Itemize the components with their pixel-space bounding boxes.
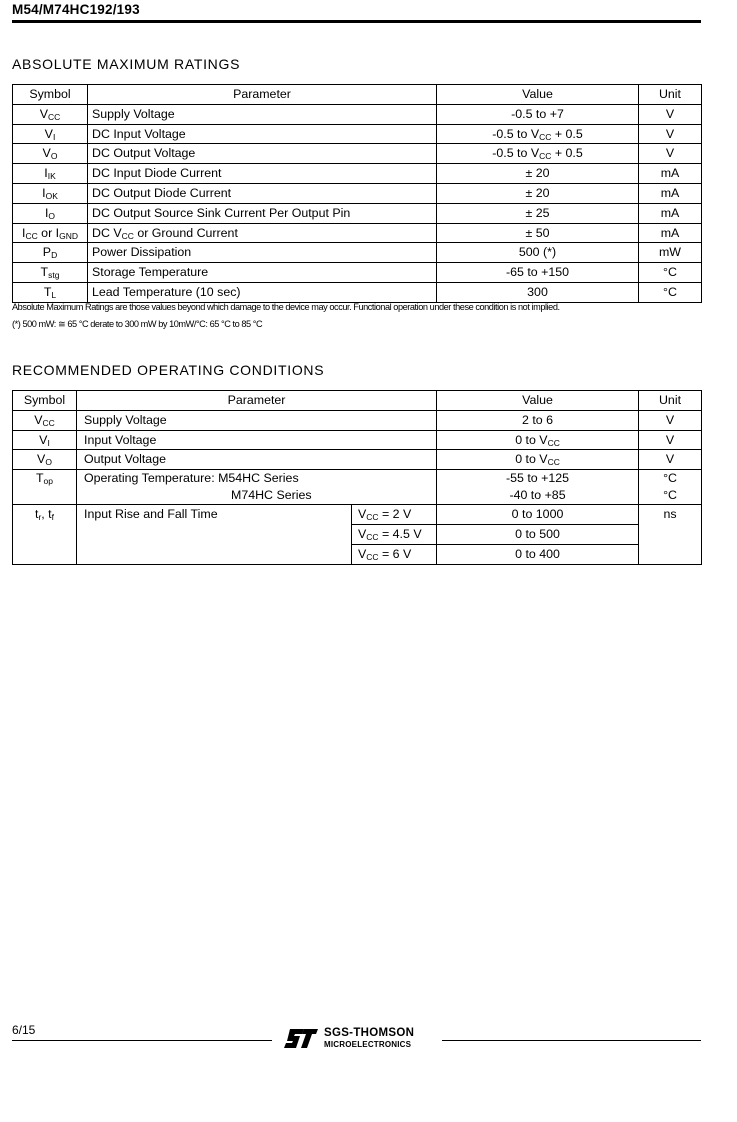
unit-cell: mA (639, 164, 702, 184)
symbol-cell: $I_O$ (13, 203, 88, 223)
value-cell: ± 25 (437, 203, 639, 223)
document-title: M54/M74HC192/193 (12, 2, 140, 17)
table-row (13, 263, 702, 283)
amr-header-row (13, 85, 702, 105)
unit-cell: ns (639, 505, 702, 564)
table-row (13, 505, 702, 525)
table-row (13, 410, 702, 430)
amr-header-unit: Unit (639, 85, 702, 105)
unit-cell: mA (639, 183, 702, 203)
unit-cell: mA (639, 223, 702, 243)
op-temp-param-line2: M74HC Series (231, 488, 312, 503)
roc-header-symbol: Symbol (13, 391, 77, 411)
roc-section-title: RECOMMENDED OPERATING CONDITIONS (12, 362, 325, 378)
unit-cell: mA (639, 203, 702, 223)
amr-footnote: Absolute Maximum Ratings are those values beyond which damage to the device may occur. Functional operation under these condition is not implied. (12, 302, 560, 312)
st-logo-icon (284, 1027, 320, 1051)
symbol-cell: $V_{CC}$ (13, 104, 88, 124)
value-cell: -0.5 to $V_{CC} + 0.5$ (437, 144, 639, 164)
table-row (13, 144, 702, 164)
value-cell: 0 to 1000 (437, 505, 639, 525)
value-cell: -0.5 to +7 (437, 104, 639, 124)
company-logo (284, 1027, 434, 1055)
amr-header-value: Value (437, 85, 639, 105)
unit-cell: °C (639, 282, 702, 302)
table-row (13, 124, 702, 144)
roc-header-row (13, 391, 702, 411)
unit-cell: mW (639, 243, 702, 263)
table-row (13, 164, 702, 184)
value-cell: 0 to 500 (437, 524, 639, 544)
condition-cell: $V_{CC} = 4.5$ V (352, 524, 437, 544)
value-cell: -0.5 to $V_{CC} + 0.5$ (437, 124, 639, 144)
value-cell (437, 470, 639, 505)
parameter-cell: Input Voltage (77, 430, 437, 450)
symbol-cell: $V_I$ (13, 124, 88, 144)
parameter-cell: Power Dissipation (88, 243, 437, 263)
value-cell: ± 20 (437, 164, 639, 184)
value-cell: -65 to +150 (437, 263, 639, 283)
unit-cell: V (639, 410, 702, 430)
logo-line1: SGS-THOMSON (324, 1027, 415, 1039)
symbol-cell: $I_{OK}$ (13, 183, 88, 203)
table-row (13, 223, 702, 243)
unit-cell: °C (639, 263, 702, 283)
op-temp-param-line1: Operating Temperature: M54HC Series (84, 471, 299, 486)
value-cell: 0 to $V_{CC}$ (437, 430, 639, 450)
value-cell: 0 to 400 (437, 544, 639, 564)
unit-cell: V (639, 450, 702, 470)
op-temp-unit-line2: °C (663, 488, 677, 503)
amr-section-title: ABSOLUTE MAXIMUM RATINGS (12, 56, 241, 72)
symbol-cell: $T_{op}$ (13, 470, 77, 505)
unit-cell: V (639, 104, 702, 124)
parameter-cell: Output Voltage (77, 450, 437, 470)
symbol-cell: $V_O$ (13, 144, 88, 164)
parameter-cell: Lead Temperature (10 sec) (88, 282, 437, 302)
header-rule (12, 20, 701, 23)
amr-header-parameter: Parameter (88, 85, 437, 105)
parameter-cell: DC Output Diode Current (88, 183, 437, 203)
op-temp-value-line2: -40 to +85 (509, 488, 566, 503)
op-temp-value-line1: -55 to +125 (505, 471, 570, 486)
symbol-cell: $T_{stg}$ (13, 263, 88, 283)
unit-cell (639, 470, 702, 505)
table-row (13, 450, 702, 470)
parameter-cell (77, 470, 437, 505)
unit-cell: V (639, 124, 702, 144)
unit-cell: V (639, 430, 702, 450)
symbol-cell: $I_{CC}$ or $I_{GND}$ (13, 223, 88, 243)
symbol-cell: $t_r$, $t_f$ (13, 505, 77, 564)
symbol-cell: $P_D$ (13, 243, 88, 263)
symbol-cell: $V_I$ (13, 430, 77, 450)
table-row (13, 183, 702, 203)
symbol-cell: $T_L$ (13, 282, 88, 302)
table-row (13, 104, 702, 124)
parameter-cell: DC Input Voltage (88, 124, 437, 144)
table-row (13, 430, 702, 450)
symbol-cell: $I_{IK}$ (13, 164, 88, 184)
value-cell: 2 to 6 (437, 410, 639, 430)
condition-cell: $V_{CC} = 6$ V (352, 544, 437, 564)
footer-rule-right (442, 1040, 701, 1041)
parameter-cell: DC Output Source Sink Current Per Output Pin (88, 203, 437, 223)
logo-wordmark (324, 1027, 414, 1050)
table-row (13, 243, 702, 263)
parameter-cell: Storage Temperature (88, 263, 437, 283)
page-number: 6/15 (12, 1023, 36, 1037)
roc-header-value: Value (437, 391, 639, 411)
roc-header-parameter: Parameter (77, 391, 437, 411)
roc-header-unit: Unit (639, 391, 702, 411)
condition-cell: $V_{CC} = 2$ V (352, 505, 437, 525)
parameter-cell: DC Input Diode Current (88, 164, 437, 184)
parameter-cell: Supply Voltage (77, 410, 437, 430)
table-row (13, 470, 702, 505)
parameter-cell: DC Output Voltage (88, 144, 437, 164)
op-temp-unit-line1: °C (663, 471, 677, 486)
table-row (13, 203, 702, 223)
amr-header-symbol: Symbol (13, 85, 88, 105)
roc-table (12, 390, 702, 565)
symbol-cell: $V_O$ (13, 450, 77, 470)
symbol-cell: $V_{CC}$ (13, 410, 77, 430)
value-cell: 0 to $V_{CC}$ (437, 450, 639, 470)
value-cell: 500 (*) (437, 243, 639, 263)
table-row (13, 282, 702, 302)
unit-cell: V (639, 144, 702, 164)
amr-table (12, 84, 702, 303)
value-cell: ± 20 (437, 183, 639, 203)
value-cell: ± 50 (437, 223, 639, 243)
value-cell: 300 (437, 282, 639, 302)
footer-rule-left (12, 1040, 272, 1041)
logo-line2: MICROELECTRONICS (324, 1040, 412, 1049)
parameter-cell: DC $V_{CC}$ or Ground Current (88, 223, 437, 243)
parameter-cell: Input Rise and Fall Time (77, 505, 352, 564)
parameter-cell: Supply Voltage (88, 104, 437, 124)
amr-power-note: (*) 500 mW: ≅ 65 °C derate to 300 mW by 10mW/°C: 65 °C to 85 °C (12, 319, 263, 329)
